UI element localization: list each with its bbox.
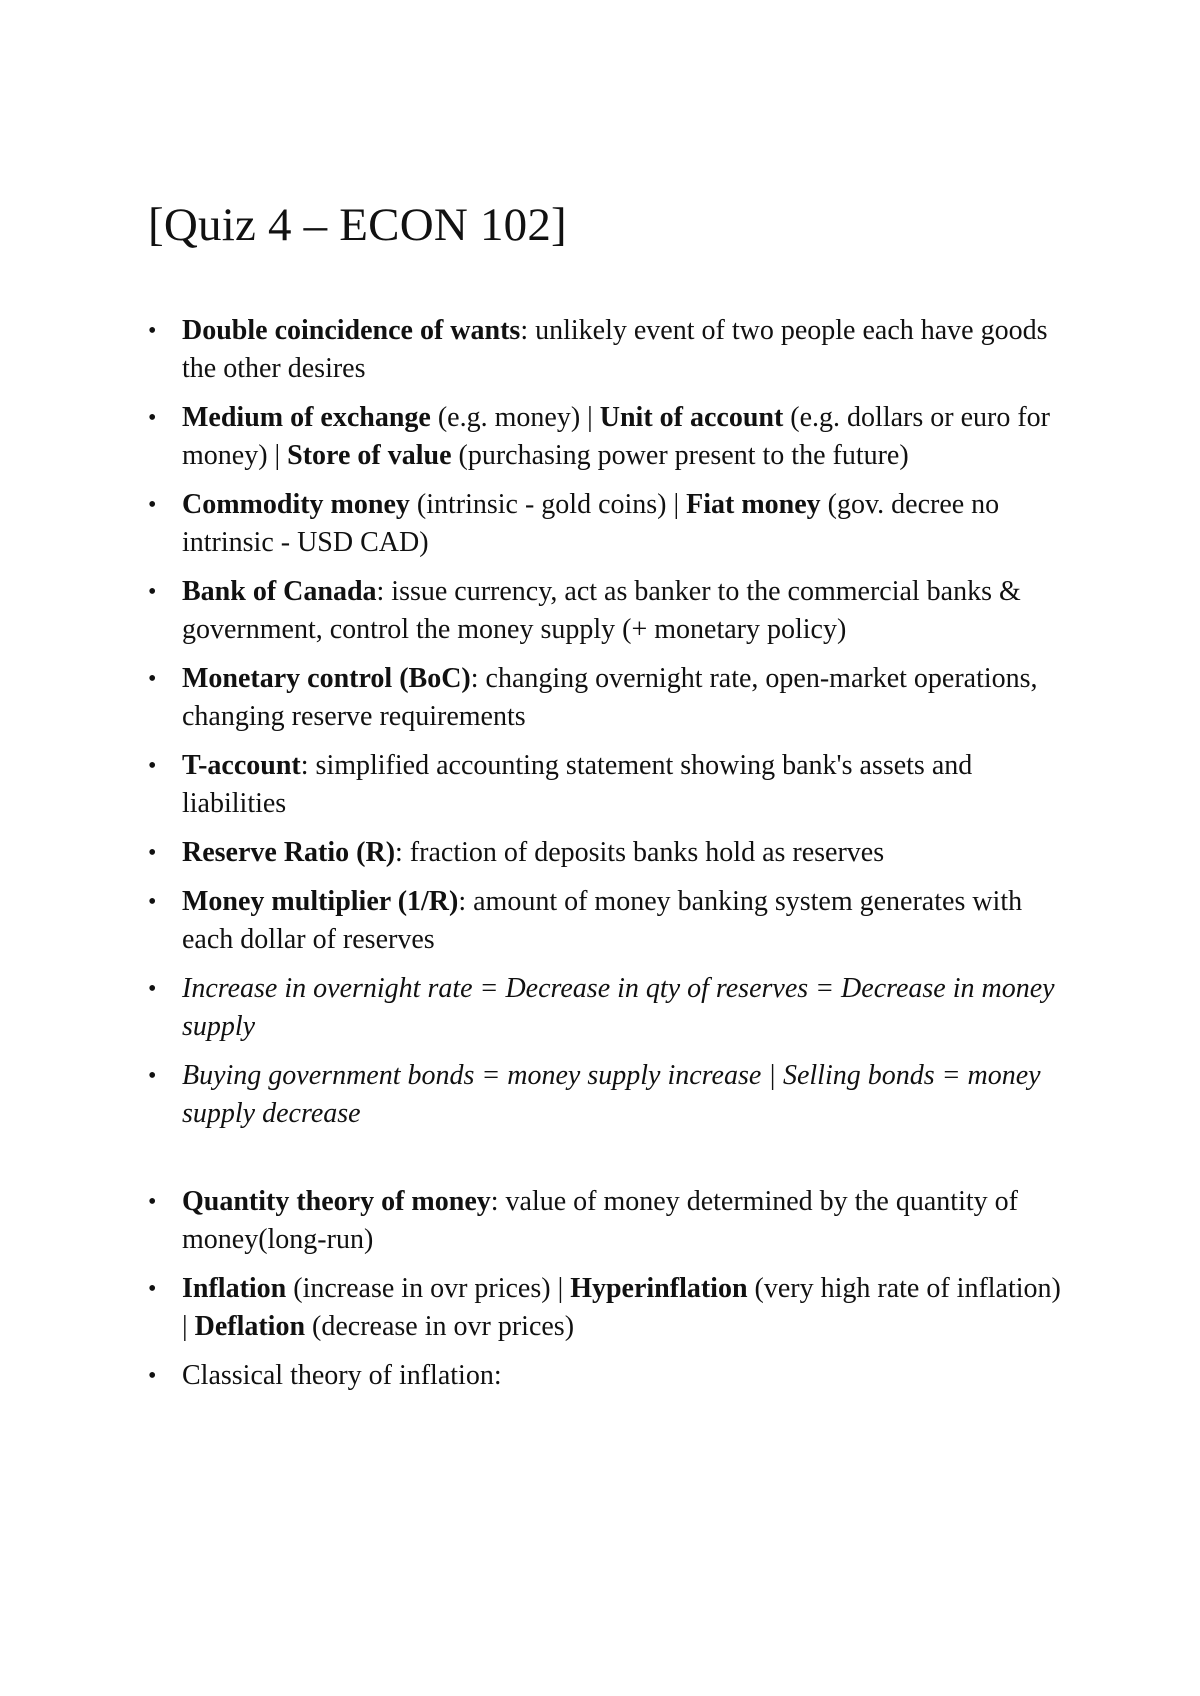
bullet-term: Bank of Canada: [182, 576, 377, 607]
bullet-dot-icon: •: [148, 666, 157, 692]
bullet-dot-icon: •: [148, 492, 157, 518]
bullet-text: [182, 489, 999, 558]
bullet-text: [182, 886, 1022, 955]
bullet-item: [148, 486, 1068, 562]
bullet-dot-icon: •: [148, 1063, 157, 1089]
bullet-term: Deflation: [194, 1311, 306, 1342]
bullet-text: [182, 402, 1050, 471]
bullet-item: [148, 1057, 1068, 1133]
bullet-dot-icon: •: [148, 840, 157, 866]
bullet-term: Store of value: [287, 440, 452, 471]
bullet-term: Commodity money: [182, 489, 410, 520]
bullet-item: [148, 970, 1068, 1046]
bullet-description: Increase in overnight rate = Decrease in qty of reserves = Decrease in money supply: [182, 973, 1055, 1042]
bullet-term: Hyperinflation: [570, 1273, 748, 1304]
bullet-dot-icon: •: [148, 579, 157, 605]
bullet-dot-icon: •: [148, 405, 157, 431]
bullet-term: T-account: [182, 750, 301, 781]
bullet-description: (gov. decree no intrinsic - USD CAD): [182, 489, 1000, 558]
bullet-dot-icon: •: [148, 889, 157, 915]
bullet-description: : value of money determined by the quantity of money(long-run): [182, 1186, 1018, 1255]
bullet-description: : issue currency, act as banker to the commercial banks & government, control the money supply (+ monetary policy): [182, 576, 1021, 645]
bullet-description: (e.g. money) |: [430, 402, 600, 433]
bullet-item: [148, 883, 1068, 959]
bullet-term: Inflation: [182, 1273, 287, 1304]
bullet-description: (e.g. dollars or euro for money) |: [182, 402, 1050, 471]
bullet-description: : changing overnight rate, open-market operations, changing reserve requirements: [182, 663, 1038, 732]
bullet-text: [182, 1273, 1061, 1342]
bullet-term: Quantity theory of money: [182, 1186, 491, 1217]
bullet-term: Money multiplier (1/R): [182, 886, 459, 917]
bullet-item: [148, 399, 1068, 475]
bullet-text: [182, 1186, 1018, 1255]
bullet-term: Double coincidence of wants: [182, 315, 521, 346]
bullet-item: [148, 747, 1068, 823]
bullet-description: : fraction of deposits banks hold as reserves: [395, 837, 885, 868]
bullet-dot-icon: •: [148, 976, 157, 1002]
bullet-description: : simplified accounting statement showing bank's assets and liabilities: [182, 750, 973, 819]
bullet-description: : unlikely event of two people each have goods the other desires: [182, 315, 1048, 384]
bullet-description: Buying government bonds = money supply increase | Selling bonds = money supply decrease: [182, 1060, 1041, 1129]
bullet-item: [148, 660, 1068, 736]
bullet-item: [148, 1357, 1068, 1395]
bullet-list: [148, 312, 1068, 1406]
bullet-dot-icon: •: [148, 1363, 157, 1389]
bullet-item: [148, 1183, 1068, 1259]
bullet-dot-icon: •: [148, 1189, 157, 1215]
bullet-text: [182, 973, 1055, 1042]
bullet-description: Classical theory of inflation:: [182, 1360, 502, 1391]
bullet-dot-icon: •: [148, 318, 157, 344]
bullet-term: Reserve Ratio (R): [182, 837, 396, 868]
bullet-text: [182, 576, 1021, 645]
bullet-dot-icon: •: [148, 753, 157, 779]
bullet-description: (purchasing power present to the future): [451, 440, 909, 471]
bullet-text: [182, 1060, 1041, 1129]
bullet-term: Fiat money: [686, 489, 821, 520]
bullet-description: (increase in ovr prices) |: [286, 1273, 571, 1304]
bullet-dot-icon: •: [148, 1276, 157, 1302]
bullet-description: : amount of money banking system generates with each dollar of reserves: [182, 886, 1023, 955]
bullet-description: (very high rate of inflation) |: [182, 1273, 1061, 1342]
bullet-term: Medium of exchange: [182, 402, 431, 433]
page-title: [Quiz 4 – ECON 102]: [148, 199, 567, 251]
bullet-term: Unit of account: [599, 402, 784, 433]
bullet-text: [182, 837, 884, 868]
bullet-text: [182, 315, 1048, 384]
bullet-item: [148, 834, 1068, 872]
bullet-text: [182, 1360, 502, 1391]
bullet-item: [148, 1270, 1068, 1346]
bullet-item: [148, 312, 1068, 388]
bullet-description: (decrease in ovr prices): [305, 1311, 575, 1342]
bullet-description: (intrinsic - gold coins) |: [409, 489, 687, 520]
bullet-text: [182, 750, 972, 819]
bullet-term: Monetary control (BoC): [182, 663, 471, 694]
bullet-item: [148, 573, 1068, 649]
bullet-text: [182, 663, 1038, 732]
